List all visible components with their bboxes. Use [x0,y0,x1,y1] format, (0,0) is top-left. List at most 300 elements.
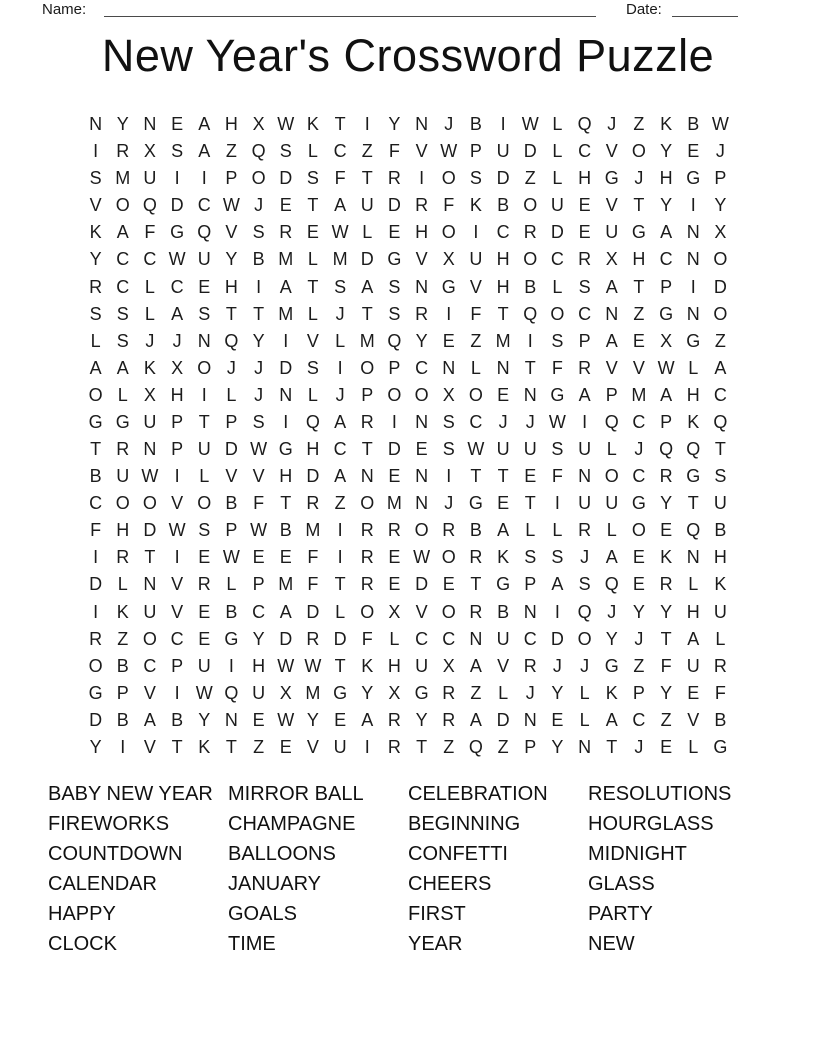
grid-letter: G [496,574,511,595]
grid-letter: R [469,547,483,568]
grid-letter: H [686,384,700,405]
grid-letter: Q [251,141,266,162]
grid-letter: A [361,709,374,730]
grid-letter: E [334,709,347,730]
grid-letter: P [469,141,482,162]
grid-letter: J [498,411,508,432]
grid-letter: A [89,357,102,378]
grid-letter: Y [660,493,673,514]
grid-letter: H [252,655,266,676]
grid-letter: C [523,628,537,649]
word-list-item: HOURGLASS [588,813,714,835]
grid-letter: E [198,628,211,649]
grid-letter: L [579,682,590,703]
grid-letter: W [521,114,539,135]
grid-letter: O [441,601,456,622]
grid-letter: A [605,330,618,351]
word-list-item: FIRST [408,903,466,925]
grid-letter: E [442,330,455,351]
grid-letter: N [469,628,483,649]
grid-letter: T [334,114,346,135]
grid-letter: L [307,384,318,405]
grid-letter: T [307,195,319,216]
grid-letter: P [225,520,238,541]
grid-letter: Y [116,114,129,135]
grid-letter: N [143,114,157,135]
grid-letter: G [686,168,701,189]
grid-letter: F [361,628,373,649]
word-list-item: CHAMPAGNE [228,813,356,835]
name-label: Name: [42,1,87,18]
grid-letter: Y [252,628,265,649]
grid-letter: H [496,276,510,297]
word-list-item: PARTY [588,903,653,925]
grid-letter: X [442,249,455,270]
grid-letter: F [90,520,102,541]
grid-letter: C [442,628,456,649]
grid-letter: K [497,547,510,568]
grid-letter: E [632,574,645,595]
grid-letter: D [550,628,564,649]
grid-letter: W [250,439,268,460]
grid-letter: R [415,303,429,324]
grid-letter: M [278,574,294,595]
grid-letter: W [222,195,240,216]
grid-letter: H [387,655,401,676]
grid-letter: O [523,195,538,216]
grid-letter: J [254,357,264,378]
grid-letter: Z [660,709,672,730]
grid-letter: W [277,655,295,676]
grid-letter: R [442,520,456,541]
grid-letter: L [552,520,563,541]
grid-letter: O [468,384,483,405]
grid-letter: A [469,655,482,676]
grid-letter: E [578,222,591,243]
grid-letter: S [388,303,401,324]
grid-letter: Z [524,168,536,189]
grid-letter: E [524,466,537,487]
grid-letter: E [578,195,591,216]
grid-letter: S [578,276,591,297]
grid-letter: P [632,682,645,703]
grid-letter: C [550,249,564,270]
grid-letter: M [332,249,348,270]
grid-letter: C [632,466,646,487]
grid-letter: G [468,493,483,514]
grid-letter: O [360,357,375,378]
grid-letter: G [686,466,701,487]
grid-letter: S [551,439,564,460]
grid-letter: G [278,439,293,460]
grid-letter: E [388,222,401,243]
grid-letter: I [554,601,560,622]
grid-letter: E [497,493,510,514]
grid-letter: M [305,682,321,703]
grid-letter: Q [659,439,674,460]
grid-letter: L [552,141,563,162]
grid-letter: L [144,276,155,297]
grid-letter: Q [604,574,619,595]
grid-letter: A [334,411,347,432]
grid-letter: A [605,547,618,568]
grid-letter: L [579,709,590,730]
grid-letter: M [386,493,402,514]
grid-letter: H [170,384,184,405]
grid-letter: G [88,682,103,703]
grid-letter: I [283,330,289,351]
grid-letter: W [141,466,159,487]
grid-letter: D [333,628,347,649]
word-list-item: GOALS [228,903,297,925]
grid-letter: W [413,547,431,568]
word-column [588,779,731,959]
date-label: Date: [626,1,662,18]
grid-letter: I [690,195,696,216]
grid-letter: L [606,439,617,460]
name-blank-line [104,1,596,17]
grid-letter: R [578,520,592,541]
grid-letter: Q [387,330,402,351]
grid-letter: E [198,601,211,622]
word-column [408,779,548,959]
grid-letter: R [387,709,401,730]
grid-letter: N [523,601,537,622]
grid-letter: I [93,547,99,568]
grid-letter: U [143,168,157,189]
grid-letter: Q [197,222,212,243]
grid-letter: T [307,276,319,297]
grid-letter: D [89,709,103,730]
grid-letter: W [277,709,295,730]
grid-letter: X [143,141,156,162]
grid-letter: D [224,439,238,460]
grid-letter: K [143,357,156,378]
grid-letter: D [415,574,429,595]
grid-letter: O [577,628,592,649]
grid-letter: O [441,168,456,189]
grid-letter: L [688,736,699,757]
grid-letter: Q [686,520,701,541]
grid-letter: J [335,303,345,324]
grid-letter: Y [89,736,102,757]
grid-letter: E [279,195,292,216]
grid-letter: A [198,141,211,162]
grid-letter: E [388,466,401,487]
grid-letter: I [93,601,99,622]
grid-letter: J [607,114,617,135]
grid-letter: C [170,628,184,649]
grid-letter: R [197,574,211,595]
grid-letter: E [551,709,564,730]
grid-letter: S [116,303,129,324]
grid-letter: J [444,114,454,135]
grid-letter: V [415,249,428,270]
grid-letter: L [117,384,128,405]
grid-letter: J [525,682,535,703]
grid-letter: F [551,357,563,378]
grid-letter: T [524,493,536,514]
grid-letter: Z [334,493,346,514]
grid-letter: I [582,411,588,432]
grid-letter: T [606,736,618,757]
grid-letter: A [660,222,673,243]
grid-letter: D [89,574,103,595]
grid-letter: C [333,141,347,162]
word-list-item: RESOLUTIONS [588,783,732,805]
grid-letter: X [279,682,292,703]
grid-letter: R [116,439,130,460]
grid-letter: Y [415,330,428,351]
grid-letter: I [500,114,506,135]
grid-letter: G [713,736,728,757]
grid-letter: X [660,330,673,351]
grid-letter: Y [605,628,618,649]
grid-letter: Q [224,330,239,351]
grid-letter: T [198,411,210,432]
grid-letter: N [89,114,103,135]
grid-letter: U [197,249,211,270]
grid-letter: N [143,574,157,595]
grid-letter: Y [551,682,564,703]
grid-letter: G [224,628,239,649]
grid-letter: R [469,601,483,622]
grid-letter: X [388,601,401,622]
grid-letter: K [687,411,700,432]
grid-letter: I [174,168,180,189]
grid-letter: D [496,709,510,730]
grid-letter: D [387,195,401,216]
grid-letter: P [252,574,265,595]
grid-letter: T [225,736,237,757]
grid-letter: N [143,439,157,460]
grid-letter: T [470,466,482,487]
grid-letter: I [554,493,560,514]
word-column [228,779,364,959]
grid-letter: D [306,466,320,487]
grid-letter: Q [577,601,592,622]
grid-letter: G [659,303,674,324]
word-list-item: CLOCK [48,933,117,955]
grid-letter: Z [253,736,265,757]
grid-letter: I [446,466,452,487]
grid-letter: F [388,141,400,162]
grid-letter: U [360,195,374,216]
grid-letter: A [334,466,347,487]
grid-letter: T [660,628,672,649]
grid-letter: I [256,276,262,297]
grid-letter: I [174,466,180,487]
grid-letter: V [143,736,156,757]
grid-letter: O [550,303,565,324]
grid-letter: K [89,222,102,243]
grid-letter: G [631,493,646,514]
grid-letter: D [170,195,184,216]
grid-letter: E [252,709,265,730]
grid-letter: B [497,601,510,622]
grid-letter: Y [306,709,319,730]
grid-letter: V [469,276,482,297]
grid-letter: U [713,601,727,622]
grid-letter: U [523,439,537,460]
grid-letter: A [279,276,292,297]
grid-letter: D [550,222,564,243]
grid-letter: O [142,628,157,649]
grid-letter: M [278,303,294,324]
grid-letter: T [361,303,373,324]
grid-letter: S [252,411,265,432]
grid-letter: X [605,249,618,270]
grid-letter: Y [660,195,673,216]
grid-letter: L [90,330,101,351]
grid-letter: K [660,114,673,135]
grid-letter: A [578,384,591,405]
grid-letter: D [306,601,320,622]
grid-letter: I [93,141,99,162]
grid-letter: O [414,384,429,405]
grid-letter: E [388,547,401,568]
grid-letter: U [605,222,619,243]
grid-letter: J [634,168,644,189]
grid-letter: I [527,330,533,351]
grid-letter: C [578,141,592,162]
grid-letter: N [686,547,700,568]
grid-letter: R [360,574,374,595]
grid-letter: I [364,736,370,757]
grid-letter: E [497,384,510,405]
grid-letter: P [388,357,401,378]
grid-letter: V [225,466,238,487]
grid-letter: E [279,736,292,757]
grid-letter: V [306,330,319,351]
grid-letter: L [498,682,509,703]
grid-letter: I [419,168,425,189]
grid-letter: L [144,303,155,324]
grid-letter: K [660,547,673,568]
grid-letter: S [551,547,564,568]
grid-letter: U [252,682,266,703]
grid-letter: X [442,384,455,405]
grid-letter: S [714,466,727,487]
grid-letter: O [713,303,728,324]
grid-letter: L [688,574,699,595]
grid-letter: U [496,628,510,649]
grid-letter: T [633,195,645,216]
grid-letter: H [632,249,646,270]
grid-letter: J [552,655,562,676]
grid-letter: P [660,411,673,432]
grid-letter: T [90,439,102,460]
grid-letter: J [145,330,155,351]
grid-letter: Q [468,736,483,757]
grid-letter: O [441,222,456,243]
grid-letter: E [415,439,428,460]
grid-letter: N [415,493,429,514]
grid-letter: C [197,195,211,216]
grid-letter: R [387,168,401,189]
grid-letter: I [283,411,289,432]
grid-letter: F [334,168,346,189]
grid-letter: S [252,222,265,243]
grid-letter: O [713,249,728,270]
grid-letter: W [440,141,458,162]
grid-letter: Q [713,411,728,432]
grid-letter: A [334,195,347,216]
grid-letter: P [605,384,618,405]
grid-letter: G [414,682,429,703]
grid-letter: O [142,493,157,514]
grid-letter: A [279,601,292,622]
grid-letter: Z [470,330,482,351]
grid-letter: F [307,574,319,595]
grid-letter: I [690,276,696,297]
grid-letter: L [688,357,699,378]
grid-letter: B [497,195,510,216]
grid-letter: N [415,114,429,135]
grid-letter: Y [198,709,211,730]
grid-letter: I [337,547,343,568]
grid-letter: H [279,466,293,487]
grid-letter: N [415,466,429,487]
grid-letter: T [524,357,536,378]
grid-letter: T [416,736,428,757]
grid-letter: B [469,520,482,541]
grid-letter: W [711,114,729,135]
grid-letter: J [525,411,535,432]
grid-letter: R [442,682,456,703]
grid-letter: G [550,384,565,405]
grid-letter: S [171,141,184,162]
grid-letter: F [551,466,563,487]
word-list-item: GLASS [588,873,655,895]
grid-letter: D [279,357,293,378]
grid-letter: O [115,195,130,216]
word-list-item: TIME [228,933,276,955]
grid-letter: T [280,493,292,514]
grid-letter: G [170,222,185,243]
grid-letter: A [687,628,700,649]
grid-letter: P [524,736,537,757]
grid-letter: I [473,222,479,243]
grid-letter: M [278,249,294,270]
grid-letter: R [659,466,673,487]
grid-letter: X [442,655,455,676]
grid-letter: Y [660,601,673,622]
grid-letter: C [469,411,483,432]
grid-letter: E [198,276,211,297]
grid-letter: O [604,466,619,487]
grid-letter: M [305,520,321,541]
grid-letter: N [197,330,211,351]
grid-letter: R [659,574,673,595]
grid-letter: X [171,357,184,378]
grid-letter: R [713,655,727,676]
grid-letter: Z [714,330,726,351]
grid-letter: U [713,493,727,514]
grid-letter: B [714,520,727,541]
grid-letter: J [254,384,264,405]
grid-letter: I [228,655,234,676]
grid-letter: S [388,276,401,297]
grid-letter: A [116,357,129,378]
word-list-item: NEW [588,933,635,955]
grid-letter: V [605,141,618,162]
grid-letter: M [115,168,131,189]
grid-letter: H [686,601,700,622]
grid-letter: L [307,141,318,162]
grid-letter: L [199,466,210,487]
grid-letter: J [580,547,590,568]
